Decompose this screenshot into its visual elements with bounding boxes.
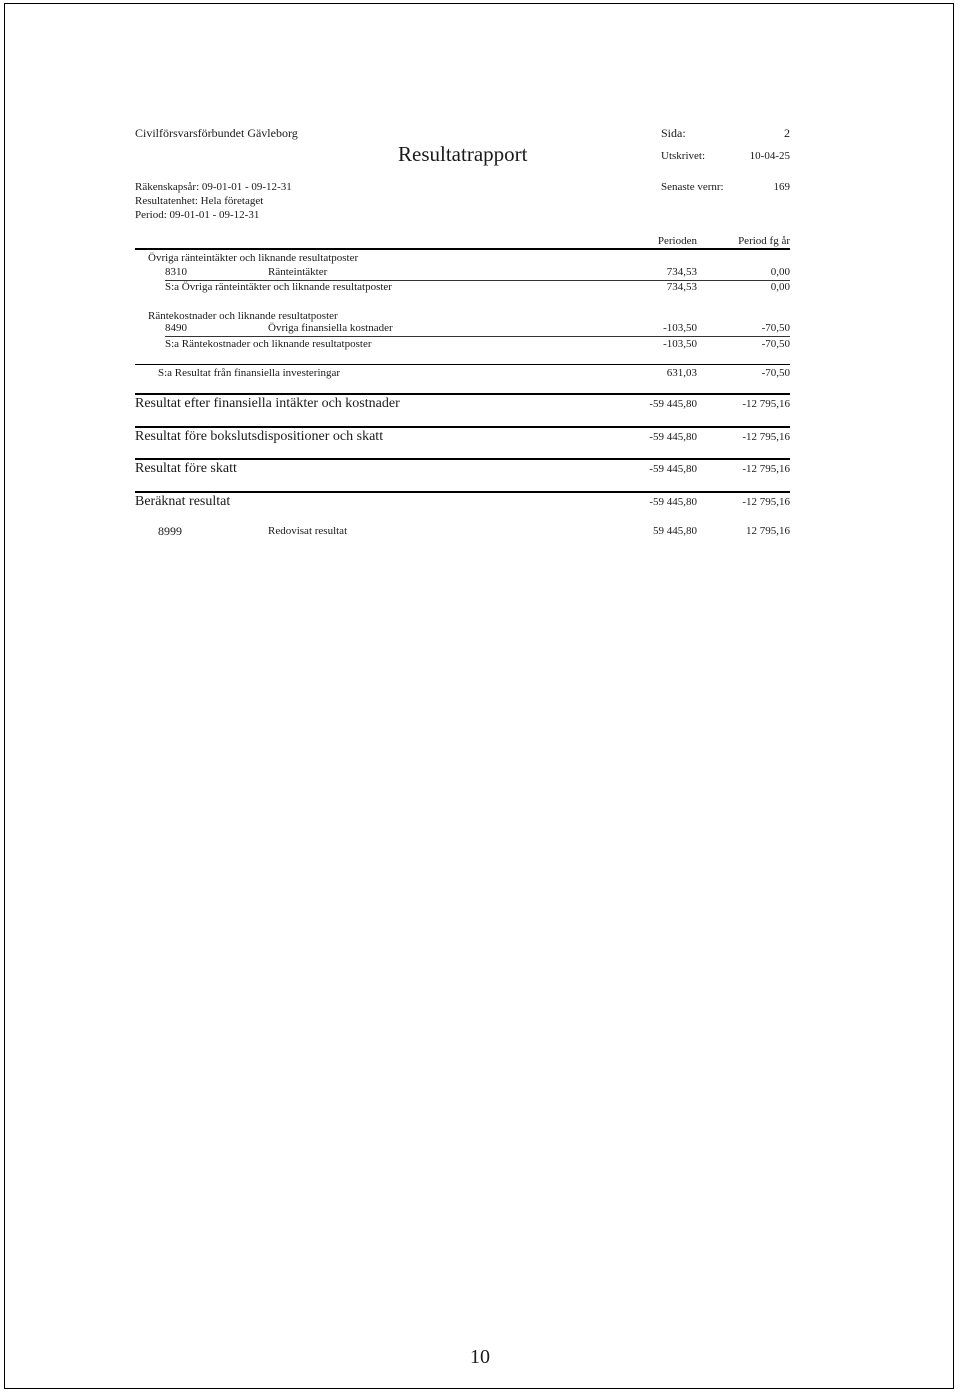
printed-label: Utskrivet: bbox=[661, 150, 705, 162]
header-rule bbox=[135, 248, 790, 250]
account-previous-value: 0,00 bbox=[770, 266, 790, 278]
total-rule bbox=[135, 393, 790, 395]
total-period: -59 445,80 bbox=[649, 398, 697, 410]
account-name: Ränteintäkter bbox=[268, 266, 328, 278]
final-account-name: Redovisat resultat bbox=[268, 525, 348, 537]
total-previous: -12 795,16 bbox=[742, 496, 790, 508]
report-period: Period: 09-01-01 - 09-12-31 bbox=[135, 209, 260, 221]
final-period: 59 445,80 bbox=[653, 525, 697, 537]
account-number: 8310 bbox=[165, 266, 187, 278]
latest-voucher-label: Senaste vernr: bbox=[661, 181, 724, 193]
total-rule bbox=[135, 426, 790, 428]
account-period-value: -103,50 bbox=[663, 322, 697, 334]
column-previous-year: Period fg år bbox=[738, 235, 790, 247]
section-sum-previous: -70,50 bbox=[761, 338, 790, 350]
section-sum-label: S:a Räntekostnader och liknande resultatposter bbox=[165, 338, 372, 350]
total-label: Beräknat resultat bbox=[135, 494, 231, 509]
total-label: Resultat efter finansiella intäkter och kostnader bbox=[135, 396, 400, 411]
total-period: -59 445,80 bbox=[649, 431, 697, 443]
page-label: Sida: bbox=[661, 126, 686, 140]
printed-value: 10-04-25 bbox=[749, 150, 790, 162]
section-heading: Räntekostnader och liknande resultatposter bbox=[148, 310, 338, 322]
report-title: Resultatrapport bbox=[398, 142, 528, 166]
account-underline bbox=[165, 336, 790, 337]
section-sum-period: -103,50 bbox=[663, 338, 697, 350]
account-period-value: 734,53 bbox=[666, 266, 697, 278]
total-previous: -12 795,16 bbox=[742, 463, 790, 475]
section-sum-previous: 0,00 bbox=[770, 281, 790, 293]
final-previous: 12 795,16 bbox=[746, 525, 790, 537]
organization-name: Civilförsvarsförbundet Gävleborg bbox=[135, 126, 298, 140]
account-previous-value: -70,50 bbox=[761, 322, 790, 334]
total-rule bbox=[135, 491, 790, 493]
latest-voucher-value: 169 bbox=[773, 181, 790, 193]
account-number: 8490 bbox=[165, 322, 187, 334]
financial-total-period: 631,03 bbox=[666, 367, 697, 379]
result-unit: Resultatenhet: Hela företaget bbox=[135, 195, 264, 207]
account-name: Övriga finansiella kostnader bbox=[268, 322, 393, 334]
financial-total-previous: -70,50 bbox=[761, 367, 790, 379]
section-sum-label: S:a Övriga ränteintäkter och liknande resultatposter bbox=[165, 281, 392, 293]
fiscal-year: Räkenskapsår: 09-01-01 - 09-12-31 bbox=[135, 181, 292, 193]
total-label: Resultat före bokslutsdispositioner och skatt bbox=[135, 429, 384, 444]
total-previous: -12 795,16 bbox=[742, 431, 790, 443]
column-period: Perioden bbox=[657, 235, 697, 247]
section-heading: Övriga ränteintäkter och liknande resultatposter bbox=[148, 252, 359, 264]
total-label: Resultat före skatt bbox=[135, 461, 237, 476]
total-period: -59 445,80 bbox=[649, 496, 697, 508]
final-account-number: 8999 bbox=[158, 524, 182, 538]
total-previous: -12 795,16 bbox=[742, 398, 790, 410]
financial-total-rule bbox=[135, 364, 790, 365]
section-sum-period: 734,53 bbox=[666, 281, 697, 293]
total-rule bbox=[135, 458, 790, 460]
page-number: 10 bbox=[470, 1346, 490, 1368]
financial-total-label: S:a Resultat från finansiella investeringar bbox=[158, 367, 341, 379]
page-value: 2 bbox=[784, 126, 790, 140]
total-period: -59 445,80 bbox=[649, 463, 697, 475]
